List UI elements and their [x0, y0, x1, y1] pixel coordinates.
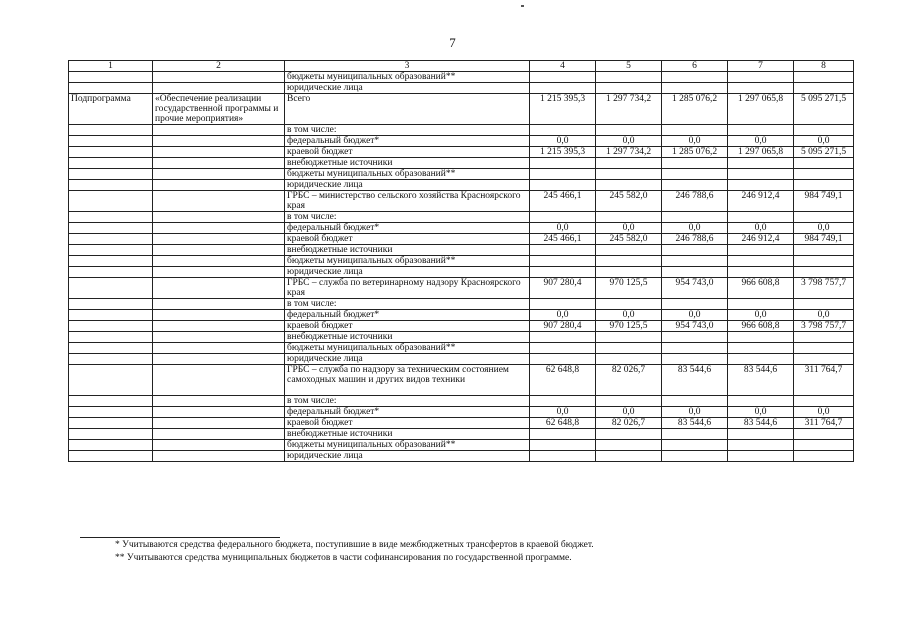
- program-cell: [69, 343, 153, 354]
- program-cell: [69, 396, 153, 407]
- row-label: бюджеты муниципальных образований**: [285, 72, 530, 83]
- value-cell: 0,0: [728, 223, 794, 234]
- value-cell: [728, 158, 794, 169]
- value-cell: 0,0: [794, 407, 854, 418]
- program-cell: [69, 256, 153, 267]
- value-cell: [794, 83, 854, 94]
- header-cell: 3: [285, 61, 530, 72]
- value-cell: [794, 299, 854, 310]
- value-cell: [530, 267, 596, 278]
- table-row: [69, 158, 854, 169]
- value-cell: 5 095 271,5: [794, 94, 854, 125]
- value-cell: 0,0: [596, 223, 662, 234]
- value-cell: 246 912,4: [728, 234, 794, 245]
- subprogram-cell: [153, 223, 285, 234]
- subprogram-cell: [153, 212, 285, 223]
- value-cell: [530, 429, 596, 440]
- program-cell: [69, 365, 153, 396]
- subprogram-cell: [153, 267, 285, 278]
- table-row: [69, 136, 854, 147]
- subprogram-cell: [153, 365, 285, 396]
- program-cell: [69, 147, 153, 158]
- subprogram-cell: [153, 180, 285, 191]
- program-cell: [69, 354, 153, 365]
- subprogram-cell: [153, 440, 285, 451]
- subprogram-cell: [153, 83, 285, 94]
- row-label: юридические лица: [285, 83, 530, 94]
- value-cell: [530, 354, 596, 365]
- value-cell: [530, 299, 596, 310]
- budget-table: [68, 60, 854, 462]
- value-cell: 907 280,4: [530, 321, 596, 332]
- table-row: [69, 343, 854, 354]
- value-cell: [596, 83, 662, 94]
- subprogram-cell: «Обеспечение реализации государственной программы и прочие мероприятия»: [153, 94, 285, 125]
- value-cell: 82 026,7: [596, 418, 662, 429]
- program-cell: [69, 72, 153, 83]
- value-cell: 0,0: [530, 407, 596, 418]
- row-label: в том числе:: [285, 299, 530, 310]
- value-cell: 0,0: [530, 136, 596, 147]
- table-row: [69, 365, 854, 396]
- value-cell: [662, 83, 728, 94]
- row-label: Всего: [285, 94, 530, 125]
- table-row: [69, 83, 854, 94]
- value-cell: [794, 256, 854, 267]
- value-cell: [794, 125, 854, 136]
- value-cell: [728, 180, 794, 191]
- value-cell: 0,0: [596, 310, 662, 321]
- row-label: бюджеты муниципальных образований**: [285, 440, 530, 451]
- value-cell: 0,0: [662, 136, 728, 147]
- subprogram-cell: [153, 158, 285, 169]
- value-cell: [728, 440, 794, 451]
- table-row: [69, 310, 854, 321]
- subprogram-cell: [153, 72, 285, 83]
- row-label: в том числе:: [285, 125, 530, 136]
- value-cell: 311 764,7: [794, 365, 854, 396]
- subprogram-cell: [153, 234, 285, 245]
- value-cell: 907 280,4: [530, 278, 596, 299]
- row-label: в том числе:: [285, 396, 530, 407]
- table-row: [69, 407, 854, 418]
- value-cell: 954 743,0: [662, 278, 728, 299]
- value-cell: [794, 332, 854, 343]
- subprogram-cell: [153, 245, 285, 256]
- value-cell: [596, 299, 662, 310]
- row-label: бюджеты муниципальных образований**: [285, 256, 530, 267]
- value-cell: 62 648,8: [530, 418, 596, 429]
- value-cell: [596, 72, 662, 83]
- row-label: бюджеты муниципальных образований**: [285, 169, 530, 180]
- subprogram-cell: [153, 169, 285, 180]
- value-cell: [728, 72, 794, 83]
- value-cell: [530, 343, 596, 354]
- value-cell: [728, 354, 794, 365]
- footnote-1: * Учитываются средства федерального бюджета, поступившие в виде межбюджетных трансфертов в краевой бюджет.: [115, 540, 594, 550]
- table-row: [69, 396, 854, 407]
- value-cell: [662, 256, 728, 267]
- value-cell: 984 749,1: [794, 234, 854, 245]
- row-label: ГРБС – служба по ветеринарному надзору Красноярского края: [285, 278, 530, 299]
- value-cell: 1 297 065,8: [728, 94, 794, 125]
- row-label: внебюджетные источники: [285, 158, 530, 169]
- subprogram-cell: [153, 147, 285, 158]
- value-cell: [530, 451, 596, 462]
- subprogram-cell: [153, 310, 285, 321]
- header-cell: 5: [596, 61, 662, 72]
- value-cell: [794, 180, 854, 191]
- value-cell: [596, 256, 662, 267]
- value-cell: [596, 396, 662, 407]
- value-cell: 970 125,5: [596, 278, 662, 299]
- table-row: [69, 72, 854, 83]
- value-cell: [530, 396, 596, 407]
- value-cell: [728, 299, 794, 310]
- value-cell: [596, 429, 662, 440]
- value-cell: 1 215 395,3: [530, 147, 596, 158]
- value-cell: 0,0: [596, 136, 662, 147]
- value-cell: [530, 180, 596, 191]
- value-cell: 0,0: [530, 310, 596, 321]
- value-cell: 0,0: [728, 407, 794, 418]
- page-number: 7: [449, 35, 456, 50]
- value-cell: [530, 245, 596, 256]
- value-cell: [662, 169, 728, 180]
- value-cell: [728, 267, 794, 278]
- value-cell: 0,0: [662, 310, 728, 321]
- row-label: федеральный бюджет*: [285, 223, 530, 234]
- table-row: [69, 451, 854, 462]
- value-cell: 245 466,1: [530, 234, 596, 245]
- value-cell: [728, 83, 794, 94]
- value-cell: [596, 212, 662, 223]
- value-cell: 0,0: [662, 407, 728, 418]
- value-cell: [662, 212, 728, 223]
- value-cell: [728, 245, 794, 256]
- program-cell: [69, 136, 153, 147]
- value-cell: [794, 245, 854, 256]
- value-cell: [662, 245, 728, 256]
- value-cell: 83 544,6: [728, 418, 794, 429]
- subprogram-cell: [153, 321, 285, 332]
- value-cell: [794, 169, 854, 180]
- program-cell: [69, 212, 153, 223]
- value-cell: [530, 83, 596, 94]
- value-cell: [794, 451, 854, 462]
- value-cell: [596, 332, 662, 343]
- value-cell: [596, 354, 662, 365]
- value-cell: [530, 125, 596, 136]
- program-cell: [69, 267, 153, 278]
- value-cell: 83 544,6: [662, 365, 728, 396]
- subprogram-cell: [153, 191, 285, 212]
- footnote-rule: [80, 537, 280, 538]
- table-row: [69, 418, 854, 429]
- value-cell: 1 297 065,8: [728, 147, 794, 158]
- value-cell: 0,0: [794, 310, 854, 321]
- value-cell: [728, 169, 794, 180]
- value-cell: 0,0: [728, 136, 794, 147]
- value-cell: 83 544,6: [728, 365, 794, 396]
- row-label: ГРБС – служба по надзору за техническим состоянием самоходных машин и других видов техники: [285, 365, 530, 396]
- subprogram-cell: [153, 299, 285, 310]
- program-cell: [69, 125, 153, 136]
- program-cell: [69, 245, 153, 256]
- header-cell: 7: [728, 61, 794, 72]
- row-label: внебюджетные источники: [285, 245, 530, 256]
- value-cell: [662, 158, 728, 169]
- value-cell: [530, 256, 596, 267]
- table-row: [69, 256, 854, 267]
- subprogram-cell: [153, 136, 285, 147]
- row-label: внебюджетные источники: [285, 332, 530, 343]
- row-label: краевой бюджет: [285, 418, 530, 429]
- table-row: [69, 299, 854, 310]
- subprogram-cell: [153, 429, 285, 440]
- value-cell: 246 912,4: [728, 191, 794, 212]
- program-cell: [69, 418, 153, 429]
- row-label: юридические лица: [285, 267, 530, 278]
- header-row: [69, 61, 854, 72]
- program-cell: [69, 407, 153, 418]
- value-cell: [794, 212, 854, 223]
- value-cell: 246 788,6: [662, 191, 728, 212]
- program-cell: [69, 191, 153, 212]
- value-cell: [596, 440, 662, 451]
- value-cell: 0,0: [794, 136, 854, 147]
- value-cell: 62 648,8: [530, 365, 596, 396]
- value-cell: [596, 180, 662, 191]
- table-row: [69, 234, 854, 245]
- subprogram-cell: [153, 354, 285, 365]
- value-cell: [662, 343, 728, 354]
- value-cell: [662, 332, 728, 343]
- program-cell: [69, 234, 153, 245]
- row-label: юридические лица: [285, 180, 530, 191]
- row-label: бюджеты муниципальных образований**: [285, 343, 530, 354]
- row-label: федеральный бюджет*: [285, 136, 530, 147]
- table-row: [69, 94, 854, 125]
- value-cell: [662, 440, 728, 451]
- value-cell: [794, 440, 854, 451]
- value-cell: [794, 343, 854, 354]
- header-cell: 2: [153, 61, 285, 72]
- value-cell: [728, 429, 794, 440]
- table-row: [69, 180, 854, 191]
- row-label: краевой бюджет: [285, 234, 530, 245]
- program-cell: [69, 299, 153, 310]
- value-cell: [794, 267, 854, 278]
- value-cell: [662, 354, 728, 365]
- value-cell: [662, 180, 728, 191]
- value-cell: 83 544,6: [662, 418, 728, 429]
- value-cell: 311 764,7: [794, 418, 854, 429]
- value-cell: 1 285 076,2: [662, 147, 728, 158]
- value-cell: 954 743,0: [662, 321, 728, 332]
- subprogram-cell: [153, 332, 285, 343]
- program-cell: [69, 440, 153, 451]
- value-cell: 970 125,5: [596, 321, 662, 332]
- value-cell: [596, 343, 662, 354]
- table-row: [69, 147, 854, 158]
- value-cell: [728, 343, 794, 354]
- subprogram-cell: [153, 451, 285, 462]
- value-cell: [662, 72, 728, 83]
- program-cell: Подпрограмма: [69, 94, 153, 125]
- value-cell: [794, 354, 854, 365]
- value-cell: [794, 396, 854, 407]
- value-cell: [662, 125, 728, 136]
- value-cell: [728, 212, 794, 223]
- row-label: юридические лица: [285, 354, 530, 365]
- value-cell: 82 026,7: [596, 365, 662, 396]
- row-label: в том числе:: [285, 212, 530, 223]
- footnote-2: ** Учитываются средства муниципальных бюджетов в части софинансирования по государственной программе.: [115, 553, 572, 563]
- value-cell: [662, 299, 728, 310]
- value-cell: [530, 72, 596, 83]
- header-cell: 4: [530, 61, 596, 72]
- value-cell: [794, 72, 854, 83]
- value-cell: 0,0: [662, 223, 728, 234]
- value-cell: 246 788,6: [662, 234, 728, 245]
- program-cell: [69, 321, 153, 332]
- subprogram-cell: [153, 256, 285, 267]
- table-row: [69, 332, 854, 343]
- subprogram-cell: [153, 125, 285, 136]
- value-cell: [662, 267, 728, 278]
- row-label: краевой бюджет: [285, 147, 530, 158]
- table-row: [69, 440, 854, 451]
- value-cell: 245 466,1: [530, 191, 596, 212]
- table-row: [69, 429, 854, 440]
- value-cell: [662, 429, 728, 440]
- value-cell: [728, 396, 794, 407]
- value-cell: [530, 212, 596, 223]
- value-cell: [728, 332, 794, 343]
- value-cell: [728, 256, 794, 267]
- value-cell: [728, 451, 794, 462]
- table-row: [69, 212, 854, 223]
- value-cell: 3 798 757,7: [794, 321, 854, 332]
- value-cell: 5 095 271,5: [794, 147, 854, 158]
- value-cell: 1 297 734,2: [596, 147, 662, 158]
- program-cell: [69, 223, 153, 234]
- value-cell: [596, 267, 662, 278]
- header-cell: 6: [662, 61, 728, 72]
- table-row: [69, 125, 854, 136]
- value-cell: [794, 158, 854, 169]
- value-cell: [596, 451, 662, 462]
- program-cell: [69, 278, 153, 299]
- header-cell: 8: [794, 61, 854, 72]
- value-cell: [530, 158, 596, 169]
- subprogram-cell: [153, 396, 285, 407]
- value-cell: [794, 429, 854, 440]
- value-cell: 1 285 076,2: [662, 94, 728, 125]
- program-cell: [69, 158, 153, 169]
- subprogram-cell: [153, 418, 285, 429]
- value-cell: [596, 125, 662, 136]
- table-row: [69, 321, 854, 332]
- row-label: внебюджетные источники: [285, 429, 530, 440]
- value-cell: [662, 451, 728, 462]
- value-cell: [596, 158, 662, 169]
- header-cell: 1: [69, 61, 153, 72]
- value-cell: [530, 332, 596, 343]
- subprogram-cell: [153, 278, 285, 299]
- table-row: [69, 223, 854, 234]
- subprogram-cell: [153, 407, 285, 418]
- value-cell: 1 297 734,2: [596, 94, 662, 125]
- row-label: краевой бюджет: [285, 321, 530, 332]
- value-cell: 966 608,8: [728, 321, 794, 332]
- value-cell: [662, 396, 728, 407]
- table-row: [69, 169, 854, 180]
- value-cell: 1 215 395,3: [530, 94, 596, 125]
- value-cell: 245 582,0: [596, 234, 662, 245]
- value-cell: 245 582,0: [596, 191, 662, 212]
- row-label: юридические лица: [285, 451, 530, 462]
- value-cell: [596, 169, 662, 180]
- value-cell: 3 798 757,7: [794, 278, 854, 299]
- table-row: [69, 191, 854, 212]
- value-cell: [596, 245, 662, 256]
- footnotes: [115, 539, 594, 565]
- value-cell: 0,0: [596, 407, 662, 418]
- program-cell: [69, 310, 153, 321]
- table-row: [69, 354, 854, 365]
- subprogram-cell: [153, 343, 285, 354]
- program-cell: [69, 429, 153, 440]
- value-cell: [728, 125, 794, 136]
- value-cell: [530, 169, 596, 180]
- table-row: [69, 245, 854, 256]
- value-cell: 966 608,8: [728, 278, 794, 299]
- value-cell: 0,0: [728, 310, 794, 321]
- row-label: федеральный бюджет*: [285, 310, 530, 321]
- table-row: [69, 278, 854, 299]
- row-label: федеральный бюджет*: [285, 407, 530, 418]
- value-cell: [530, 440, 596, 451]
- value-cell: 0,0: [530, 223, 596, 234]
- table-row: [69, 267, 854, 278]
- value-cell: 0,0: [794, 223, 854, 234]
- program-cell: [69, 332, 153, 343]
- program-cell: [69, 180, 153, 191]
- program-cell: [69, 451, 153, 462]
- value-cell: 984 749,1: [794, 191, 854, 212]
- scan-artifact: [521, 5, 524, 7]
- program-cell: [69, 169, 153, 180]
- row-label: ГРБС – министерство сельского хозяйства Красноярского края: [285, 191, 530, 212]
- program-cell: [69, 83, 153, 94]
